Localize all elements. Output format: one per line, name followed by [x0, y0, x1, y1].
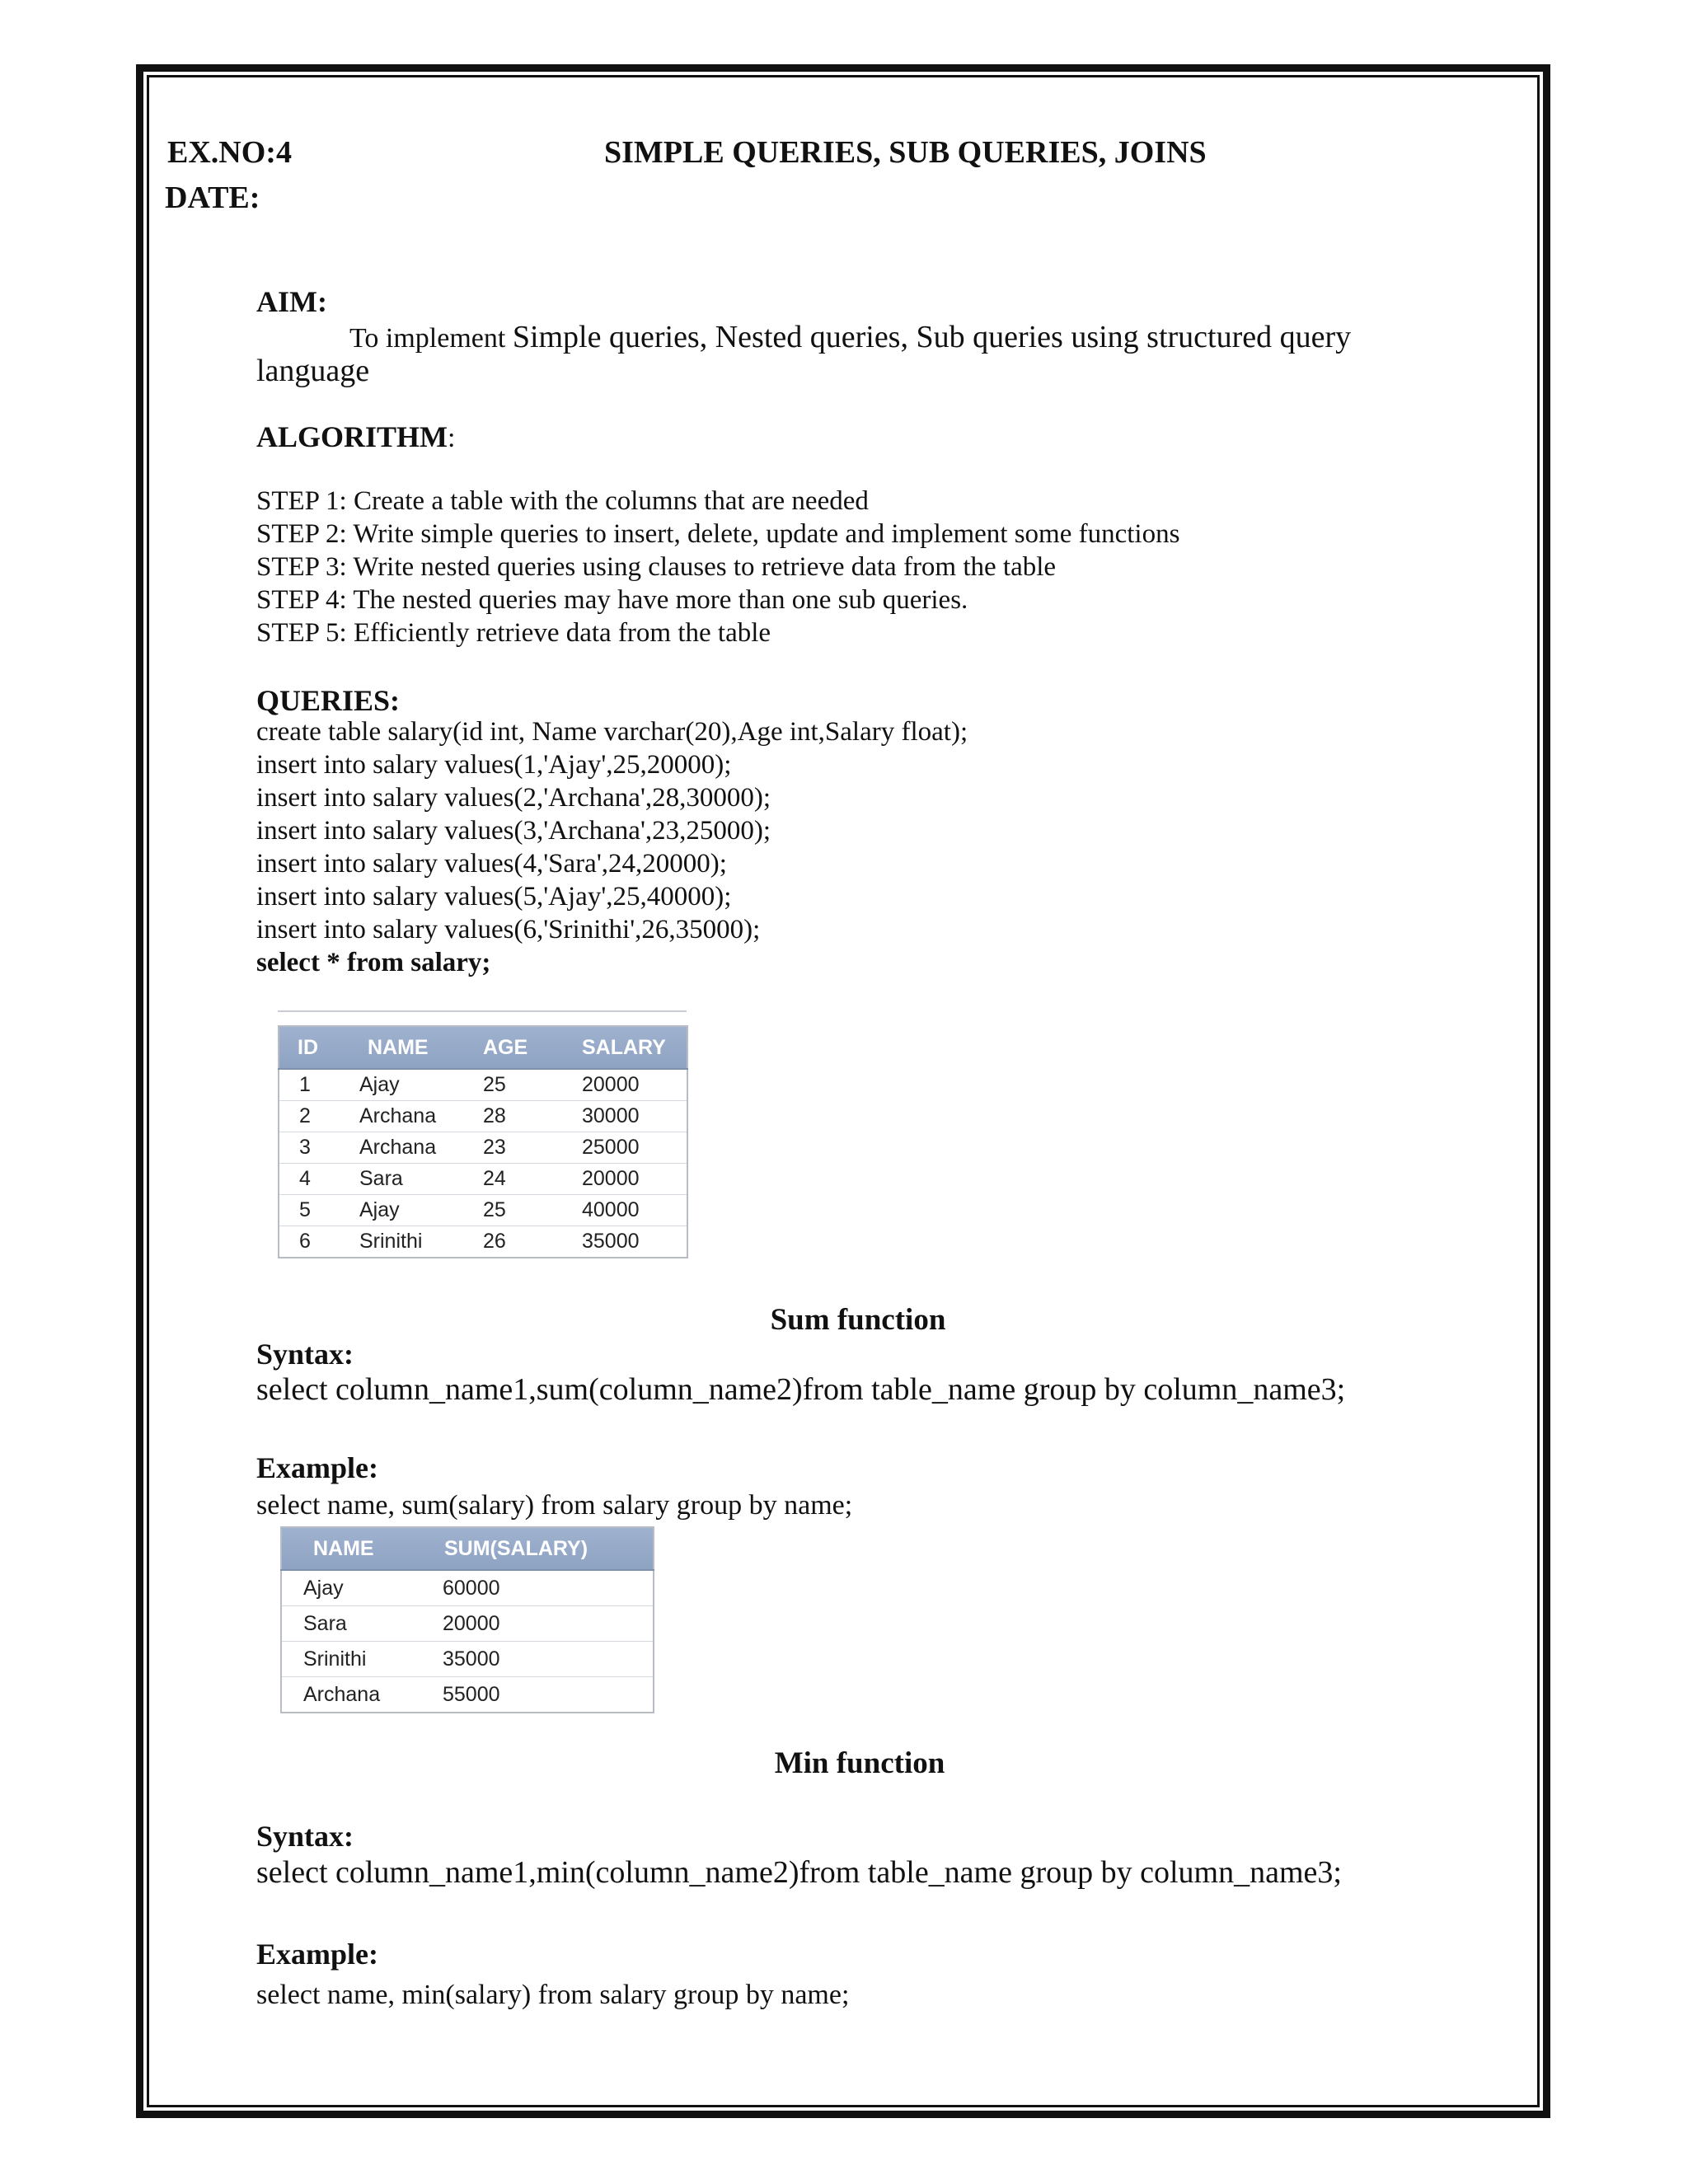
- table-cell: Archana: [303, 1682, 381, 1706]
- table-cell: Sara: [348, 1164, 470, 1195]
- table-cell: Ajay: [348, 1195, 470, 1226]
- table-row: [279, 1226, 687, 1258]
- min-example: select name, min(salary) from salary group by name;: [256, 1980, 850, 2010]
- table-cell: 26: [483, 1230, 506, 1253]
- sum-salary-table: [280, 1526, 654, 1713]
- query-line: insert into salary values(4,'Sara',24,20000);: [256, 849, 727, 879]
- aim-heading: AIM:: [256, 285, 327, 318]
- page-title: SIMPLE QUERIES, SUB QUERIES, JOINS: [604, 135, 1207, 170]
- algorithm-step: STEP 4: The nested queries may have more than one sub queries.: [256, 585, 968, 615]
- table-cell: 24: [470, 1164, 560, 1195]
- table-cell: 20000: [560, 1069, 687, 1101]
- aim-line-2: language: [256, 354, 370, 388]
- date-label: DATE:: [165, 180, 260, 215]
- query-line: insert into salary values(5,'Ajay',25,40000);: [256, 882, 732, 912]
- table-row: [281, 1606, 654, 1642]
- table-row: [281, 1677, 654, 1713]
- table-row: [281, 1642, 654, 1677]
- query-line: insert into salary values(3,'Archana',23,25000);: [256, 816, 771, 846]
- query-select-all: select * from salary;: [256, 948, 491, 977]
- table-cell: 25: [470, 1195, 560, 1226]
- sum-example: select name, sum(salary) from salary group by name;: [256, 1490, 853, 1521]
- aim-line-1-small: To implement: [349, 323, 513, 354]
- algorithm-step: STEP 2: Write simple queries to insert, delete, update and implement some functions: [256, 519, 1180, 549]
- column-header: NAME: [348, 1026, 470, 1069]
- table-cell: Ajay: [281, 1570, 421, 1606]
- table-cell: 4: [279, 1164, 348, 1195]
- table-cell: 6: [299, 1230, 311, 1253]
- table-header-row: [279, 1026, 687, 1069]
- table-cell: Archana: [348, 1132, 470, 1164]
- table-cell: 5: [279, 1195, 348, 1226]
- algorithm-step: STEP 5: Efficiently retrieve data from the table: [256, 618, 771, 648]
- algorithm-heading-colon: :: [448, 423, 456, 453]
- table-cell: 1: [279, 1069, 348, 1101]
- column-header: SALARY: [560, 1026, 687, 1069]
- table-cell: Archana: [348, 1101, 470, 1132]
- min-syntax-heading: Syntax:: [256, 1820, 354, 1853]
- table-cell: 20000: [421, 1606, 654, 1642]
- query-line: insert into salary values(2,'Archana',28,30000);: [256, 783, 771, 813]
- exercise-number: EX.NO:4: [167, 135, 292, 170]
- table-cell: 25: [470, 1069, 560, 1101]
- min-syntax: select column_name1,min(column_name2)from table_name group by column_name3;: [256, 1855, 1342, 1890]
- column-header: NAME: [281, 1527, 421, 1570]
- table-row: [279, 1132, 687, 1164]
- table-cell: 40000: [560, 1195, 687, 1226]
- table-row: [279, 1069, 687, 1101]
- table-header-row: [281, 1527, 654, 1570]
- table-cell: 20000: [560, 1164, 687, 1195]
- sum-syntax: select column_name1,sum(column_name2)from table_name group by column_name3;: [256, 1372, 1346, 1407]
- table-cell: 35000: [421, 1642, 654, 1677]
- column-header: ID: [279, 1026, 348, 1069]
- column-header: AGE: [470, 1026, 560, 1069]
- sum-example-heading: Example:: [256, 1451, 378, 1484]
- table-cell: 3: [279, 1132, 348, 1164]
- min-function-title: Min function: [774, 1746, 945, 1780]
- table-cell: Srinithi: [359, 1230, 423, 1253]
- table-cell: 35000: [582, 1230, 640, 1253]
- table-row: [281, 1570, 654, 1606]
- algorithm-steps: [256, 485, 1179, 649]
- column-header: SUM(SALARY): [421, 1527, 654, 1570]
- salary-table: [278, 1025, 688, 1258]
- algorithm-heading: [256, 419, 455, 454]
- aim-line-1-large: Simple queries, Nested queries, Sub queries using structured query: [512, 320, 1352, 354]
- query-line: insert into salary values(6,'Srinithi',26,35000);: [256, 915, 761, 944]
- sum-function-title: Sum function: [770, 1303, 946, 1337]
- table-cell: 2: [279, 1101, 348, 1132]
- table-row: [279, 1101, 687, 1132]
- query-line: insert into salary values(1,'Ajay',25,20000);: [256, 750, 732, 780]
- table-cell: 25000: [560, 1132, 687, 1164]
- min-example-heading: Example:: [256, 1938, 378, 1971]
- query-lines: [256, 715, 968, 979]
- table-cell: 23: [470, 1132, 560, 1164]
- table-cell: 55000: [443, 1682, 500, 1706]
- queries-heading: QUERIES:: [256, 684, 401, 717]
- table-cell: Srinithi: [281, 1642, 421, 1677]
- table-cell: Ajay: [348, 1069, 470, 1101]
- table-cell: Sara: [281, 1606, 421, 1642]
- sum-syntax-heading: Syntax:: [256, 1338, 354, 1371]
- algorithm-step: STEP 1: Create a table with the columns that are needed: [256, 486, 869, 516]
- algorithm-heading-text: ALGORITHM: [256, 420, 448, 453]
- aim-line-1: [349, 319, 1351, 355]
- table-row: [279, 1164, 687, 1195]
- table-cell: 30000: [560, 1101, 687, 1132]
- query-line: create table salary(id int, Name varchar(20),Age int,Salary float);: [256, 717, 968, 747]
- table-cell: 60000: [421, 1570, 654, 1606]
- algorithm-step: STEP 3: Write nested queries using clauses to retrieve data from the table: [256, 552, 1057, 582]
- table-row: [279, 1195, 687, 1226]
- table-top-rule: [278, 1010, 687, 1012]
- table-cell: 28: [470, 1101, 560, 1132]
